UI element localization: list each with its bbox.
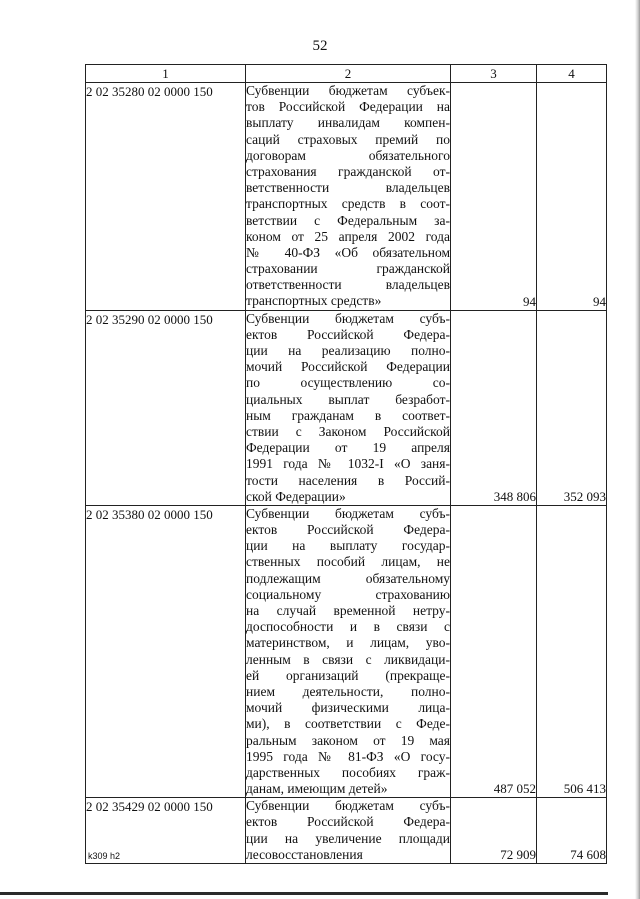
description-line: мочий Российской Федерации: [246, 359, 450, 375]
header-col-2: 2: [246, 65, 451, 83]
amount-col-3: 487 052: [451, 505, 537, 797]
amount-col-4: 94: [537, 83, 607, 311]
description-line: Субвенции бюджетам субъ-: [246, 798, 450, 814]
description-line: саций страховых премий по: [246, 131, 450, 147]
amount-col-3: 72 909: [451, 798, 537, 864]
amount-col-4: 506 413: [537, 505, 607, 797]
description-line: страховании гражданской: [246, 261, 450, 277]
description-line: ствии с Законом Российской: [246, 423, 450, 439]
budget-description: [246, 798, 451, 864]
budget-code: 2 02 35380 02 0000 150: [86, 505, 246, 797]
scan-edge: [635, 0, 640, 899]
description-line: Субвенции бюджетам субъ-: [246, 505, 450, 521]
table-row: [86, 310, 607, 505]
budget-description: [246, 310, 451, 505]
description-line: ции на увеличение площади: [246, 830, 450, 846]
table-row: [86, 83, 607, 311]
budget-table: [85, 64, 607, 864]
description-line: № 40-ФЗ «Об обязательном: [246, 244, 450, 260]
table-header-row: [86, 65, 607, 83]
description-line: тов Российской Федерации на: [246, 99, 450, 115]
amount-col-3: 348 806: [451, 310, 537, 505]
budget-code: 2 02 35290 02 0000 150: [86, 310, 246, 505]
description-line: 1995 года № 81-ФЗ «О госу-: [246, 748, 450, 764]
description-line: транспортных средств»: [246, 293, 382, 309]
description-line: ветствии с Федеральным за-: [246, 212, 450, 228]
description-line: транспортных средств в соот-: [246, 196, 450, 212]
description-line: ектов Российской Федера-: [246, 326, 450, 342]
scan-line: [0, 892, 608, 895]
description-line: материнством, и лицам, уво-: [246, 635, 450, 651]
description-line: ветственности владельцев: [246, 180, 450, 196]
budget-code: 2 02 35429 02 0000 150: [86, 798, 246, 864]
amount-col-3: 94: [451, 83, 537, 311]
description-line: доспособности и в связи с: [246, 619, 450, 635]
description-line: выплату инвалидам компен-: [246, 115, 450, 131]
budget-code: 2 02 35280 02 0000 150: [86, 83, 246, 311]
description-line: ской Федерации»: [246, 488, 346, 504]
description-line: Субвенции бюджетам субъ-: [246, 310, 450, 326]
description-line: циальных выплат безработ-: [246, 391, 450, 407]
description-line: ным гражданам в соответ-: [246, 407, 450, 423]
table-row: [86, 505, 607, 797]
budget-description: [246, 83, 451, 311]
budget-description: [246, 505, 451, 797]
description-line: ответственности владельцев: [246, 277, 450, 293]
description-line: ральным законом от 19 мая: [246, 732, 450, 748]
header-col-3: 3: [451, 65, 537, 83]
amount-col-4: 74 608: [537, 798, 607, 864]
description-line: социальному страхованию: [246, 586, 450, 602]
description-line: ми), в соответствии с Феде-: [246, 716, 450, 732]
description-line: по осуществлению со-: [246, 375, 450, 391]
description-line: Федерации от 19 апреля: [246, 440, 450, 456]
description-line: подлежащим обязательному: [246, 570, 450, 586]
table-body: [86, 83, 607, 864]
amount-col-4: 352 093: [537, 310, 607, 505]
description-line: ленным в связи с ликвидаци-: [246, 651, 450, 667]
description-line: ственных пособий лицам, не: [246, 554, 450, 570]
description-line: ектов Российской Федера-: [246, 522, 450, 538]
description-line: ции на выплату государ-: [246, 538, 450, 554]
description-line: ей организаций (прекраще-: [246, 667, 450, 683]
description-line: договорам обязательного: [246, 147, 450, 163]
description-line: дарственных пособиях граж-: [246, 764, 450, 780]
description-line: на случай временной нетру-: [246, 603, 450, 618]
description-line: мочий физическими лица-: [246, 700, 450, 716]
page-number: 52: [312, 38, 328, 54]
description-line: тости населения в Россий-: [246, 472, 450, 488]
description-line: данам, имеющим детей»: [246, 781, 388, 797]
table-row: [86, 798, 607, 864]
description-line: лесовосстановления: [246, 846, 363, 862]
footer-code: k309 h2: [88, 851, 121, 861]
description-line: страхования гражданской от-: [246, 163, 450, 179]
description-line: Субвенции бюджетам субъек-: [246, 83, 450, 98]
header-col-4: 4: [537, 65, 607, 83]
description-line: ции на реализацию полно-: [246, 343, 450, 358]
description-line: нием деятельности, полно-: [246, 683, 450, 699]
header-col-1: 1: [86, 65, 246, 83]
description-line: коном от 25 апреля 2002 года: [246, 228, 450, 244]
description-line: 1991 года № 1032-I «О заня-: [246, 456, 450, 472]
description-line: ектов Российской Федера-: [246, 814, 450, 830]
